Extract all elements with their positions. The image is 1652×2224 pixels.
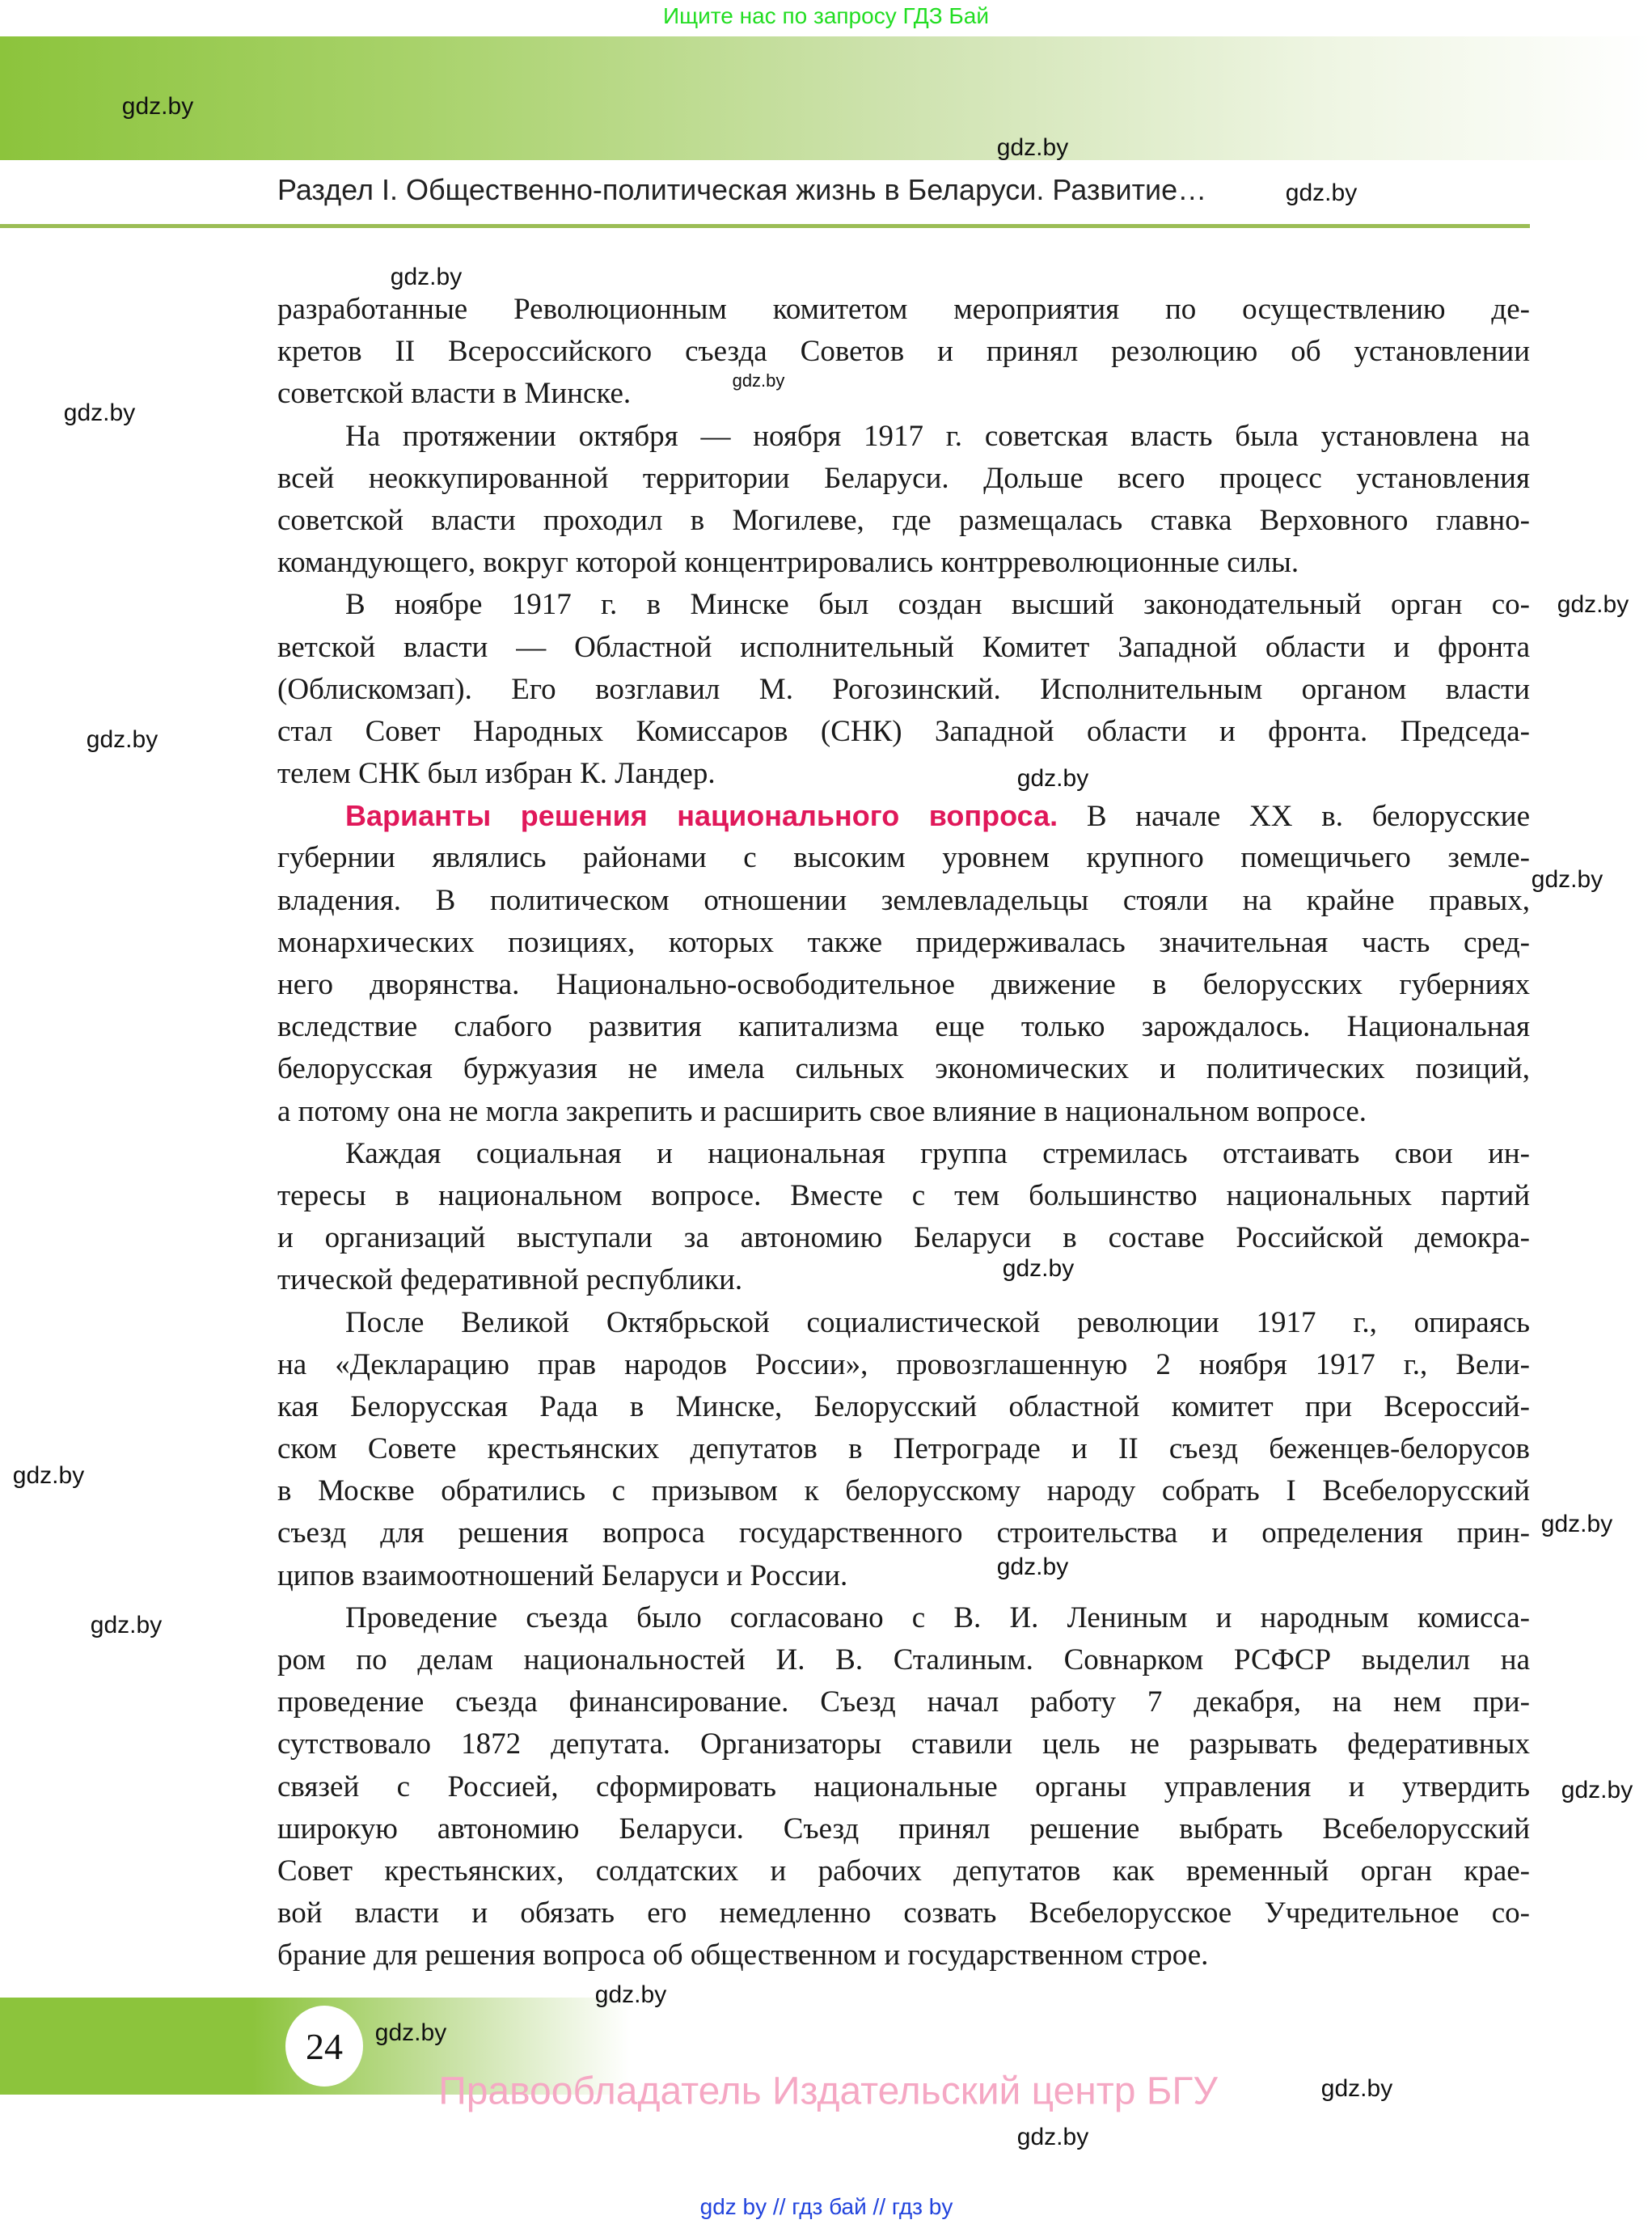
text-line-content: широкую автономию Беларуси. Съезд принял решение выбрать Всебелорусский [277, 1812, 1530, 1846]
text-line [277, 964, 1530, 1006]
text-line-content: съезд для решения вопроса государственного строительства и определения прин- [277, 1516, 1530, 1550]
text-line-rest: В начале XX в. белорусские [1058, 800, 1530, 834]
text-line-content: Проведение съезда было согласовано с В. И. Лениным и народным комисса- [345, 1600, 1530, 1634]
text-line [277, 837, 1530, 879]
text-line-content: На протяжении октября — ноября 1917 г. советская власть была установлена на [345, 419, 1530, 453]
text-line-content: командующего, вокруг которой концентрировались контрреволюционные силы. [277, 546, 1299, 580]
header-color-band [0, 36, 1652, 160]
search-hint-banner: Ищите нас по запросу ГДЗ Бай [662, 3, 990, 28]
text-line-content: губернии являлись районами с высоким уровнем крупного помещичьего земле- [277, 841, 1530, 875]
text-line [277, 1892, 1530, 1934]
text-line-content: советской власти в Минске. [277, 377, 632, 411]
text-line-content: на «Декларацию прав народов России», провозглашенную 2 ноября 1917 г., Вели- [277, 1347, 1530, 1381]
text-line [277, 1006, 1530, 1048]
gdz-watermark: gdz.by [374, 2019, 447, 2046]
text-line-content: него дворянства. Национально-освободительное движение в белорусских губерниях [277, 968, 1530, 1001]
text-line-content: кретов II Всероссийского съезда Советов и принял резолюцию об установлении [277, 335, 1530, 369]
text-line-content: тересы в национальном вопросе. Вместе с тем большинство национальных партий [277, 1178, 1530, 1212]
text-line [277, 1555, 1530, 1597]
text-line [277, 1597, 1530, 1639]
text-line-content: тической федеративной республики. [277, 1263, 743, 1297]
text-line [277, 1470, 1530, 1512]
gdz-watermark: gdz.by [1285, 180, 1358, 206]
text-line [277, 1512, 1530, 1554]
text-line [277, 458, 1530, 500]
text-line-content: (Облискомзап). Его возглавил М. Рогозинский. Исполнительным органом власти [277, 672, 1530, 706]
text-line-content: кая Белорусская Рада в Минске, Белорусский областной комитет при Всероссий- [277, 1389, 1530, 1423]
text-line [277, 1386, 1530, 1428]
text-line-content: владения. В политическом отношении землевладельцы стояли на крайне правых, [277, 883, 1530, 917]
gdz-watermark: gdz.by [1557, 591, 1629, 618]
text-line [277, 795, 1530, 837]
text-line-content: ветской власти — Областной исполнительный Комитет Западной области и фронта [277, 630, 1530, 664]
text-line-content: а потому она не могла закрепить и расширить свое влияние в национальном вопросе. [277, 1094, 1367, 1128]
text-line [277, 1850, 1530, 1892]
text-line [277, 669, 1530, 711]
gdz-watermark: gdz.by [121, 93, 194, 120]
page-body-text [277, 289, 1530, 1977]
text-line [277, 711, 1530, 753]
text-line [277, 1133, 1530, 1175]
gdz-watermark: gdz.by [1320, 2075, 1393, 2102]
text-line-content: ципов взаимоотношений Беларуси и России. [277, 1558, 848, 1592]
gdz-watermark: gdz.by [1016, 765, 1089, 792]
gdz-watermark: gdz.by [996, 1554, 1069, 1580]
running-title: Раздел I. Общественно-политическая жизнь в Беларуси. Развитие… [277, 173, 1207, 206]
text-line [277, 584, 1530, 626]
text-line [277, 416, 1530, 458]
gdz-watermark: gdz.by [1016, 2124, 1089, 2150]
gdz-watermark: gdz.by [1531, 866, 1603, 893]
text-line [277, 542, 1530, 584]
text-line-content: всей неоккупированной территории Беларуси. Дольше всего процесс установления [277, 461, 1530, 495]
text-line-content: вследствие слабого развития капитализма еще только зарождалось. Национальная [277, 1010, 1530, 1044]
text-line-content: После Великой Октябрьской социалистической революции 1917 г., опираясь [345, 1305, 1530, 1339]
text-line [277, 1217, 1530, 1259]
text-line-content: разработанные Революционным комитетом мероприятия по осуществлению де- [277, 293, 1530, 326]
page-number: 24 [285, 2006, 363, 2087]
text-line [277, 1723, 1530, 1765]
gdz-watermark: gdz.by [732, 370, 785, 391]
text-line-content: и организаций выступали за автономию Беларуси в составе Российской демокра- [277, 1221, 1530, 1255]
text-line [277, 1681, 1530, 1723]
text-line [277, 500, 1530, 542]
text-line-content: в Москве обратились с призывом к белорусскому народу собрать I Всебелорусский [277, 1474, 1530, 1508]
text-line [277, 1934, 1530, 1977]
text-line-content: советской власти проходил в Могилеве, где размещалась ставка Верховного главно- [277, 503, 1530, 537]
text-line [277, 1302, 1530, 1344]
text-line-content: белорусская буржуазия не имела сильных экономических и политических позиций, [277, 1052, 1530, 1086]
text-line-content: монархических позициях, которых также придерживалась значительная часть сред- [277, 925, 1530, 959]
text-line [277, 1091, 1530, 1133]
text-line-content: стал Совет Народных Комиссаров (СНК) Западной области и фронта. Председа- [277, 714, 1530, 748]
text-line [277, 1259, 1530, 1301]
text-line-content: Совет крестьянских, солдатских и рабочих депутатов как временный орган крае- [277, 1854, 1530, 1888]
text-line-content: проведение съезда финансирование. Съезд начал работу 7 декабря, на нем при- [277, 1685, 1530, 1719]
text-line-content: ском Совете крестьянских депутатов в Петрограде и II съезд беженцев-белорусов [277, 1432, 1530, 1466]
copyright-watermark: Правообладатель Издательский центр БГУ [438, 2070, 1218, 2113]
gdz-watermark: gdz.by [996, 134, 1069, 161]
text-line [277, 1766, 1530, 1808]
text-line [277, 373, 1530, 415]
text-line [277, 880, 1530, 922]
text-line-content: брание для решения вопроса об общественном и государственном строе. [277, 1939, 1209, 1972]
gdz-watermark: gdz.by [390, 264, 463, 290]
gdz-watermark: gdz.by [1002, 1255, 1075, 1282]
text-line-content: ром по делам национальностей И. В. Сталиным. Совнарком РСФСР выделил на [277, 1643, 1530, 1676]
text-line-content: связей с Россией, сформировать национальные органы управления и утвердить [277, 1769, 1530, 1803]
text-line [277, 922, 1530, 964]
gdz-watermark: gdz.by [90, 1612, 163, 1638]
gdz-watermark: gdz.by [86, 726, 158, 753]
gdz-watermark: gdz.by [594, 1981, 667, 2008]
section-heading: Варианты решения национального вопроса. [345, 799, 1058, 833]
text-line [277, 1048, 1530, 1090]
text-line [277, 1639, 1530, 1681]
text-line [277, 627, 1530, 669]
text-line-content [345, 795, 1530, 838]
text-line [277, 1428, 1530, 1470]
gdz-watermark: gdz.by [1561, 1777, 1633, 1803]
text-line [277, 1344, 1530, 1386]
text-line [277, 1175, 1530, 1217]
text-line-content: Каждая социальная и национальная группа стремилась отстаивать свои ин- [345, 1136, 1530, 1170]
text-line [277, 331, 1530, 373]
text-line-content: В ноябре 1917 г. в Минске был создан высший законодательный орган со- [345, 588, 1530, 622]
text-line [277, 753, 1530, 795]
gdz-watermark: gdz.by [12, 1462, 85, 1489]
text-line-content: сутствовало 1872 депутата. Организаторы ставили цель не разрывать федеративных [277, 1727, 1530, 1761]
header-divider [0, 224, 1530, 228]
gdz-watermark: gdz.by [63, 400, 136, 426]
text-line-content: вой власти и обязать его немедленно созвать Всебелорусское Учредительное со- [277, 1896, 1530, 1930]
gdz-watermark: gdz.by [1540, 1511, 1613, 1537]
text-line-content: телем СНК был избран К. Ландер. [277, 757, 716, 791]
text-line [277, 1808, 1530, 1850]
bottom-site-links[interactable]: gdz by // гдз бай // гдз by [699, 2194, 953, 2219]
text-line [277, 289, 1530, 331]
